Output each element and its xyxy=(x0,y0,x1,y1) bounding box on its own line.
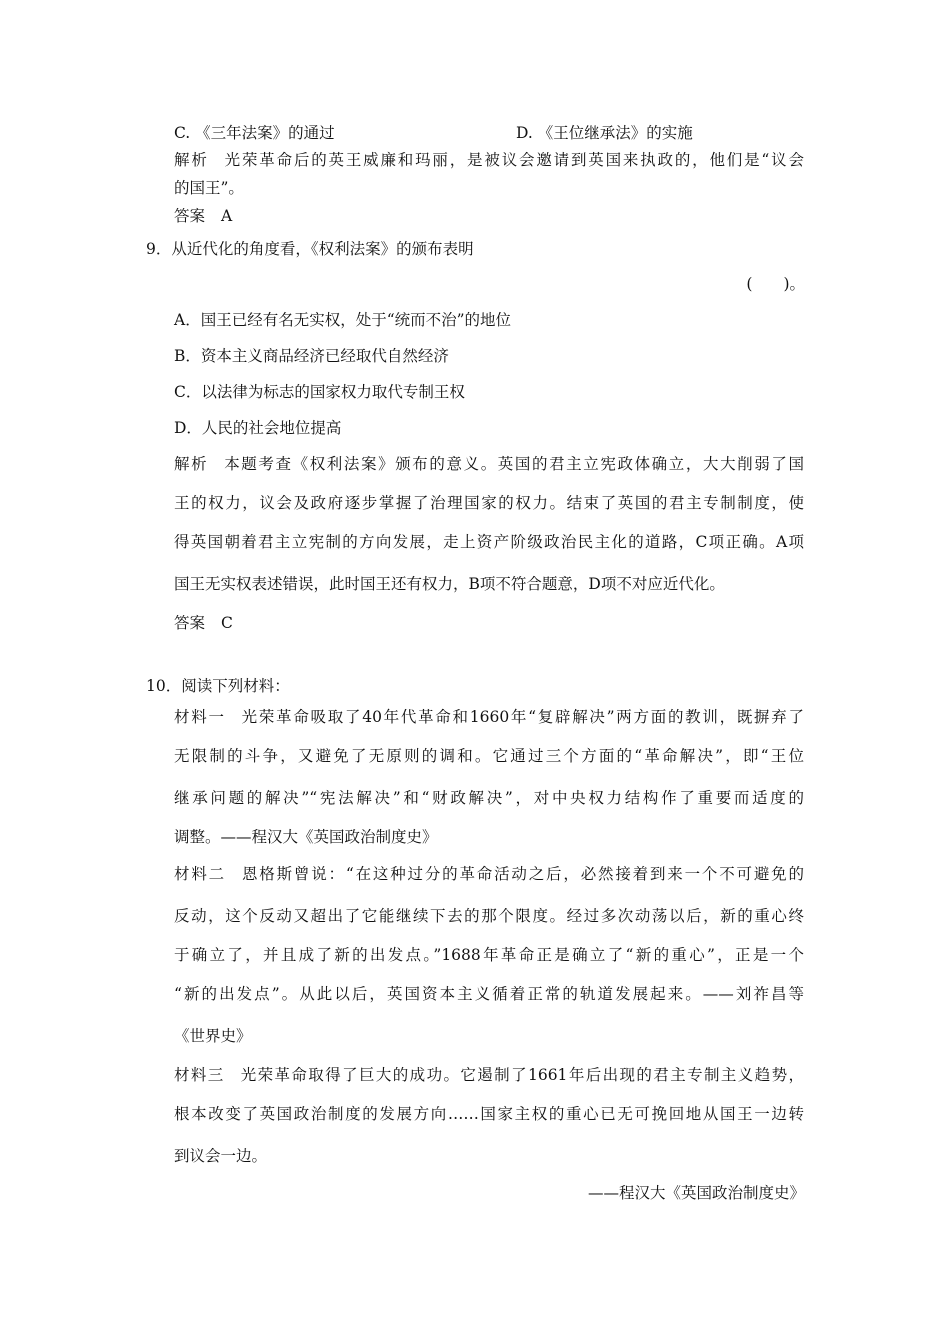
option-c: C. 《三年法案》的通过 xyxy=(174,124,335,142)
material-3-line: 根本改变了英国政治制度的发展方向……国家主权的重心已无可挽回地从国王一边转 xyxy=(174,1105,804,1123)
question-9-stem: 9．从近代化的角度看，《权利法案》的颁布表明 xyxy=(146,240,474,258)
material-3-line: 到议会一边。 xyxy=(174,1147,268,1165)
option-c: C．以法律为标志的国家权力取代专制王权 xyxy=(174,383,465,401)
question-10-stem: 10．阅读下列材料： xyxy=(146,677,290,695)
material-3-source: ——程汉大《英国政治制度史》 xyxy=(587,1184,805,1202)
analysis-text: 光荣革命后的英王威廉和玛丽，是被议会邀请到英国来执政的，他们是“议会 xyxy=(224,151,804,169)
answer-line xyxy=(174,612,233,634)
analysis-line: 的国王”。 xyxy=(174,179,244,197)
analysis-label: 解析 xyxy=(174,455,209,473)
option-d: D．人民的社会地位提高 xyxy=(174,419,342,437)
analysis-line xyxy=(174,453,804,475)
analysis-line xyxy=(174,149,804,171)
analysis-line: 国王无实权表述错误，此时国王还有权力，B项不符合题意，D项不对应近代化。 xyxy=(174,575,725,593)
material-3-text: 光荣革命取得了巨大的成功。它遏制了1661年后出现的君主专制主义趋势， xyxy=(240,1066,804,1084)
option-b: B．资本主义商品经济已经取代自然经济 xyxy=(174,347,449,365)
material-2-line: 于确立了，并且成了新的出发点。”1688年革命正是确立了“新的重心”，正是一个 xyxy=(174,946,804,964)
analysis-text: 本题考查《权利法案》颁布的意义。英国的君主立宪政体确立，大大削弱了国 xyxy=(224,455,804,473)
material-1-line: 无限制的斗争，又避免了无原则的调和。它通过三个方面的“革命解决”，即“王位 xyxy=(174,747,804,765)
material-3-label: 材料三 xyxy=(174,1066,225,1084)
answer-value: C xyxy=(221,614,233,632)
material-2-label: 材料二 xyxy=(174,865,226,883)
material-2-line: 《世界史》 xyxy=(174,1027,252,1045)
material-1-line: 继承问题的解决”“宪法解决”和“财政解决”，对中央权力结构作了重要而适度的 xyxy=(174,789,804,807)
material-2-text: 恩格斯曾说：“在这种过分的革命活动之后，必然接着到来一个不可避免的 xyxy=(241,865,804,883)
analysis-line: 得英国朝着君主立宪制的方向发展，走上资产阶级政治民主化的道路，C项正确。A项 xyxy=(174,533,804,551)
material-1-line xyxy=(174,706,804,728)
material-1-text: 光荣革命吸取了40年代革命和1660年“复辟解决”两方面的教训，既摒弃了 xyxy=(241,708,804,726)
option-a: A．国王已经有名无实权，处于“统而不治”的地位 xyxy=(174,311,512,329)
material-2-line: 反动，这个反动又超出了它能继续下去的那个限度。经过多次动荡以后，新的重心终 xyxy=(174,907,804,925)
material-2-line: “新的出发点”。从此以后，英国资本主义循着正常的轨道发展起来。——刘祚昌等 xyxy=(174,985,804,1003)
material-1-label: 材料一 xyxy=(174,708,226,726)
analysis-line: 王的权力，议会及政府逐步掌握了治理国家的权力。结束了英国的君主专制制度，使 xyxy=(174,494,804,512)
answer-label: 答案 xyxy=(174,207,206,225)
answer-line xyxy=(174,205,232,227)
analysis-label: 解析 xyxy=(174,151,209,169)
material-2-line xyxy=(174,863,804,885)
answer-label: 答案 xyxy=(174,614,206,632)
answer-value: A xyxy=(221,207,233,225)
answer-bracket: ( )。 xyxy=(746,275,805,293)
material-3-line xyxy=(174,1064,804,1086)
option-d: D. 《王位继承法》的实施 xyxy=(516,124,693,142)
material-1-line: 调整。——程汉大《英国政治制度史》 xyxy=(174,828,438,846)
